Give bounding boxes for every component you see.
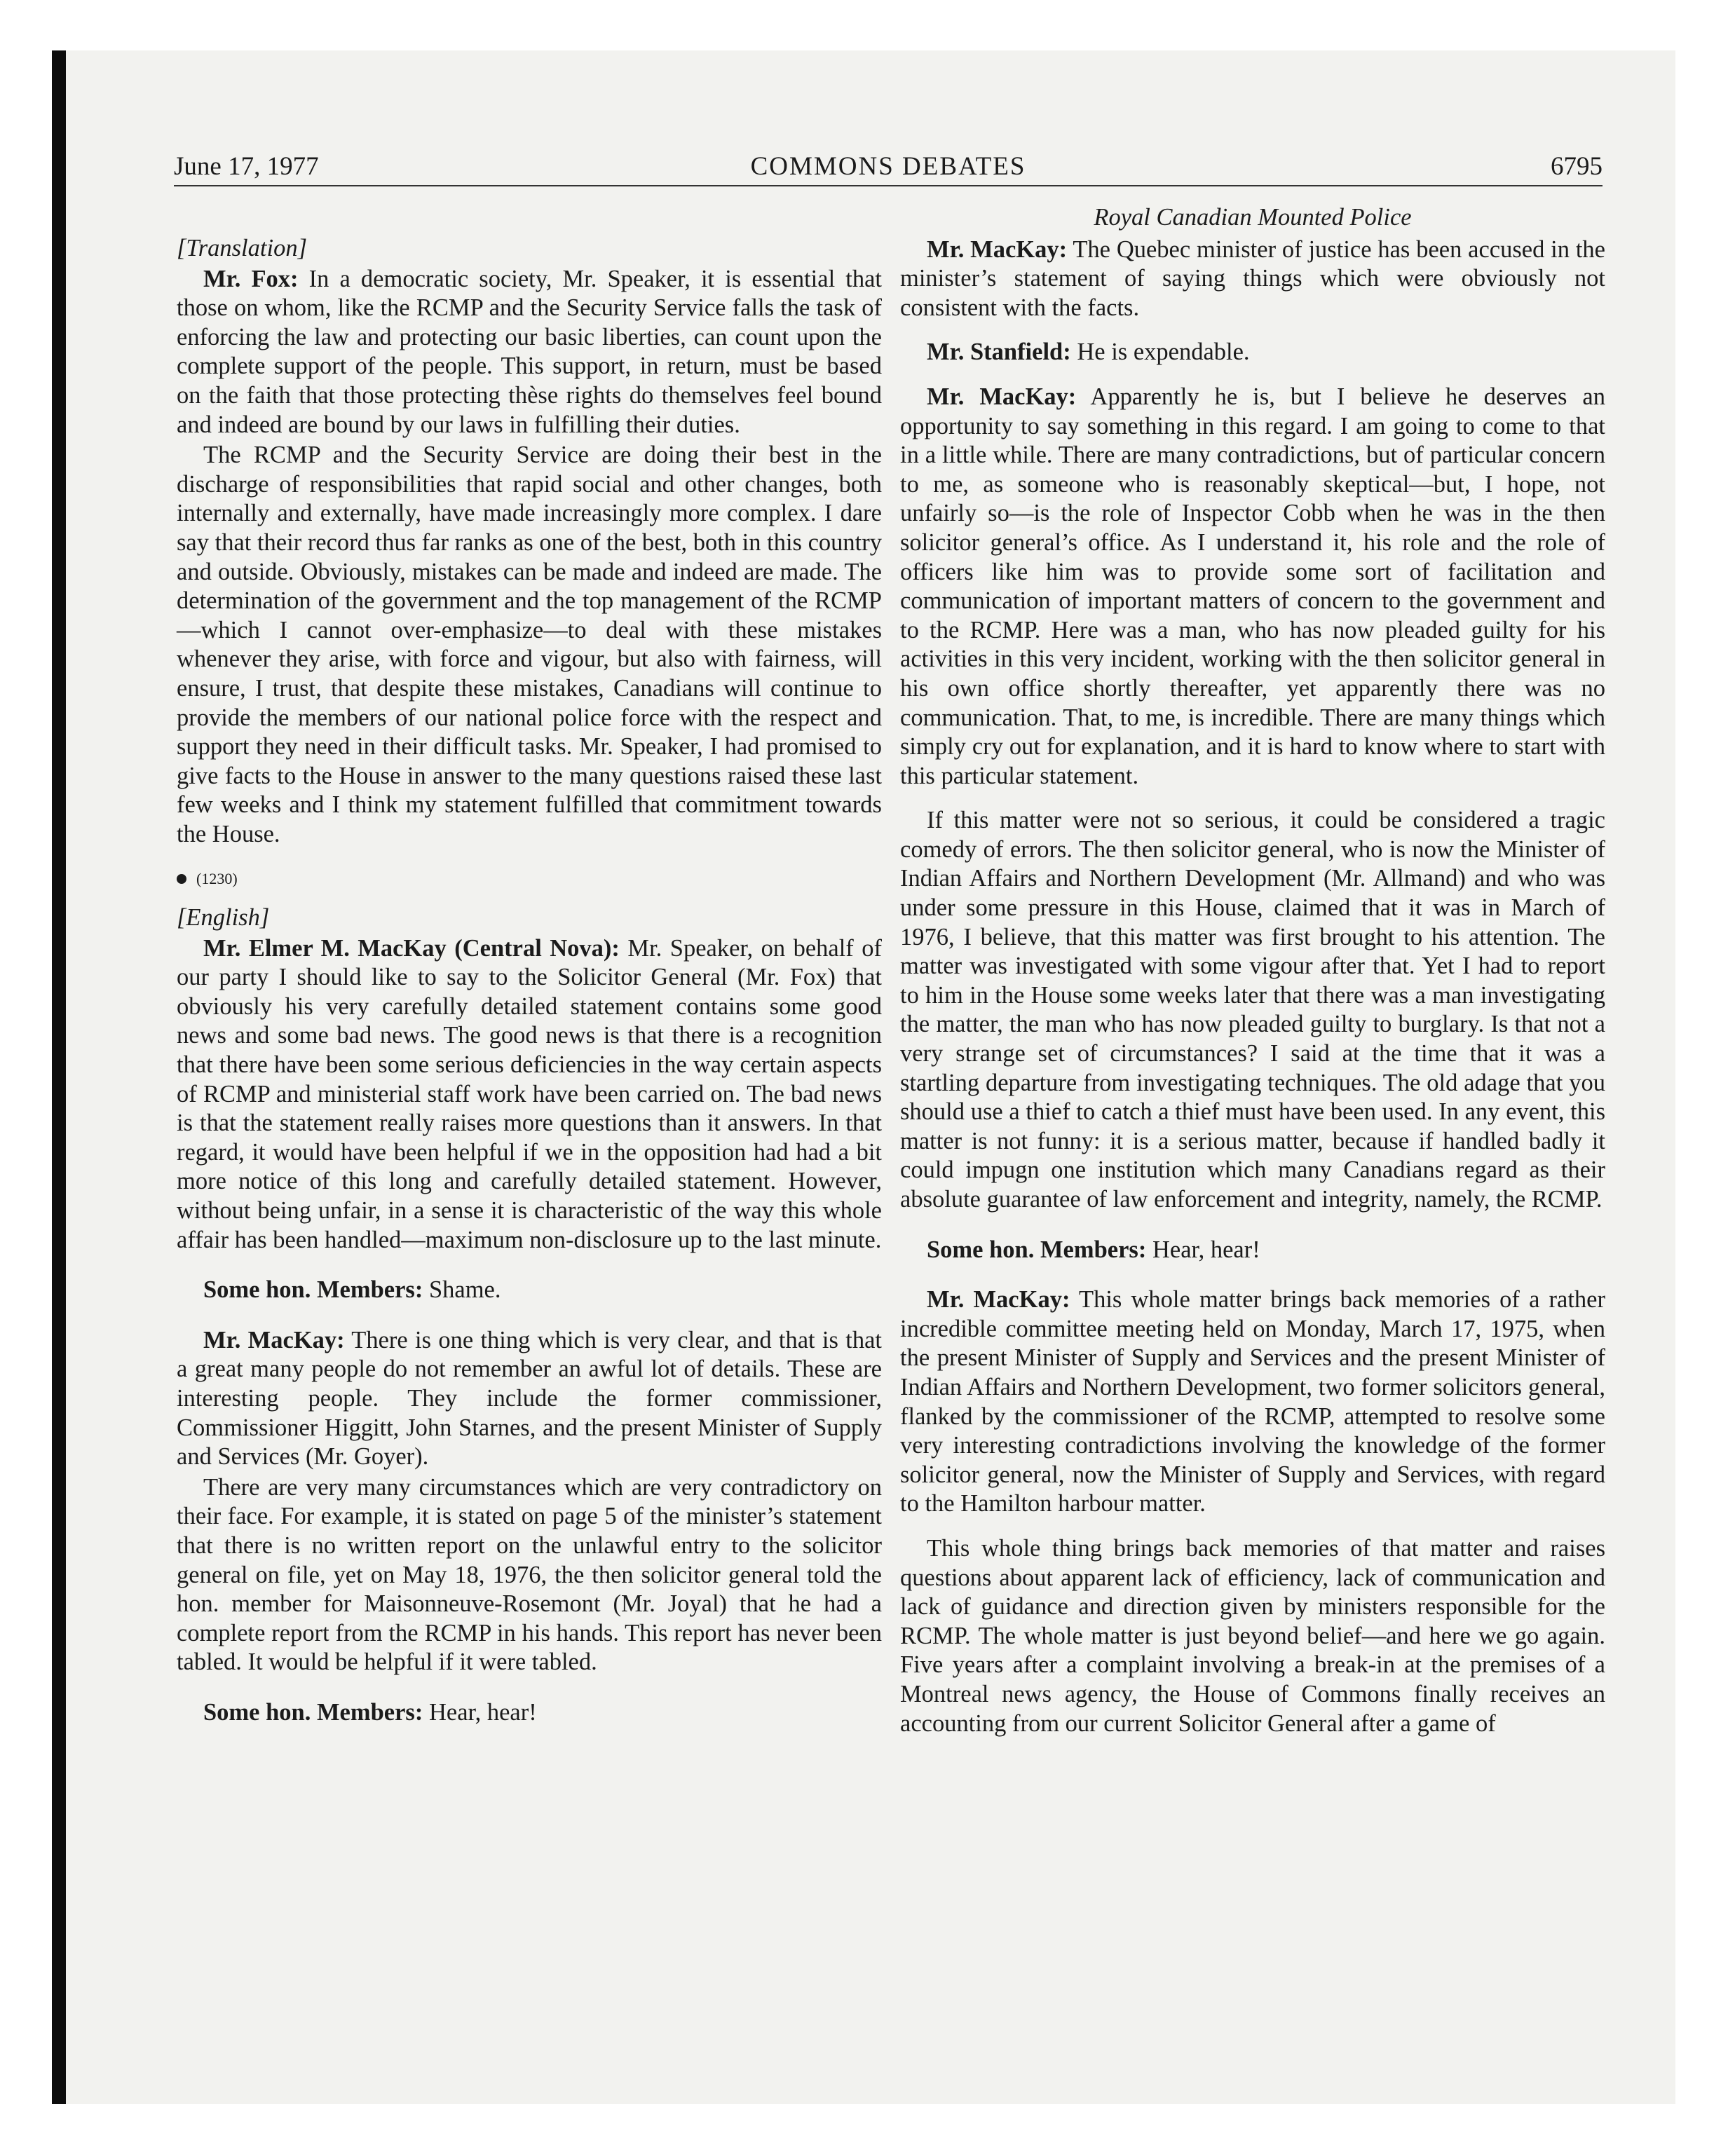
speech-text: There are very many circumstances which are very contradictory on their face. For example, it is stated on page 5 of the minister’s statement that there is no written report on the unlawful entry to the solicitor general on file, yet on May 18, 1976, the then solicitor general told the hon. member for Maisonneuve-Rosemont (Mr. Joyal) that he had a complete report from the RCMP in his hands. This report has never been tabled. It would be helpful if it were tabled. — [177, 1473, 882, 1676]
speaker-name: Some hon. Members: — [203, 1698, 423, 1726]
speaker-name: Mr. Fox: — [203, 265, 299, 292]
paragraph — [900, 806, 1605, 1214]
speech-text: In a democratic society, Mr. Speaker, it is essential that those on whom, like the RCMP and the Security Service falls the task of enforcing the law and protecting our basic liberties, can count upon the complete support of the people. This support, in return, must be based on the faith that those protecting thèse rights do themselves feel bound and indeed are bound by our laws in fulfilling their duties. — [177, 265, 883, 438]
speech-text: Hear, hear! — [428, 1698, 537, 1726]
speech-text: If this matter were not so serious, it could be considered a tragic comedy of errors. The then solicitor general, who is now the Minister of Indian Affairs and Northern Development (Mr. Allmand) and who was under some pressure in this House, claimed that it was in March of 1976, I believe, that this matter was first brought to his attention. The matter was investigated with some vigour after that. Yet I had to report to him in the House some weeks later that there was a man investigating the matter, the man who has now pleaded guilty to burglary. Is that not a very strange set of circumstances? I said at the time that it was a startling departure from investigating techniques. The old adage that you should use a thief to catch a thief must have been used. In any event, this matter is not funny: it is a serious matter, because if handled badly it could impugn one institution which many Canadians regard as their absolute guarantee of law enforcement and integrity, namely, the RCMP. — [900, 807, 1605, 1213]
header-title: COMMONS DEBATES — [750, 152, 1026, 181]
paragraph — [900, 383, 1605, 791]
speaker-name: Mr. MacKay: — [927, 236, 1068, 263]
speech-text: The RCMP and the Security Service are doing their best in the discharge of responsibilities that rapid social and other changes, both internally and externally, have made increasingly more complex. I dare say that their record thus far ranks as one of the best, both in this country and outside. Obviously, mistakes can be made and indeed are made. The determination of the government and the top management of the RCMP—which I cannot over-emphasize—to deal with these mistakes whenever they arise, with force and vigour, but also with fairness, will ensure, I trust, that despite these mistakes, Canadians will continue to provide the members of our national police force with the respect and support they need in their difficult tasks. Mr. Speaker, I had promised to give facts to the House in answer to the many questions raised these last few weeks and I think my statement fulfilled that commitment towards the House. — [177, 442, 882, 847]
speech-text: Hear, hear! — [1152, 1236, 1260, 1263]
section-heading: Royal Canadian Mounted Police — [1094, 204, 1412, 231]
left-column — [177, 203, 882, 1728]
paragraph — [177, 1326, 882, 1472]
speaker-name: Mr. MacKay: — [927, 1286, 1070, 1314]
speaker-name: Mr. Elmer M. MacKay (Central Nova): — [203, 934, 620, 962]
speaker-name: Some hon. Members: — [927, 1236, 1147, 1263]
speech-text: There is one thing which is very clear, and that is that a great many people do not remember an awful lot of details. These are interesting people. They include the former commissioner, Commissioner Higgitt, John Starnes, and the present Minister of Supply and Services (Mr. Goyer). — [177, 1326, 882, 1471]
speech-text: Mr. Speaker, on behalf of our party I should like to say to the Solicitor General (Mr. Fox) that obviously his very carefully detailed statement contains some good news and some bad news. The good news is that there is a recognition that there have been some serious deficiencies in the way certain aspects of RCMP and ministerial staff work have been carried on. The bad news is that the statement really raises more questions than it answers. In that regard, it would have been helpful if we in the opposition had had a bit more notice of this long and carefully detailed statement. However, without being unfair, in a sense it is characteristic of the way this whole affair has been handled—maximum non-disclosure up to the last minute. — [177, 934, 882, 1253]
bullet-icon — [177, 874, 186, 884]
speech-text: He is expendable. — [1077, 339, 1250, 366]
paragraph — [177, 1276, 882, 1305]
speech-text: The Quebec minister of justice has been accused in the minister’s statement of saying things which were obviously not consistent with the facts. — [900, 236, 1605, 321]
paragraph — [177, 1473, 882, 1677]
paragraph — [900, 1285, 1605, 1519]
speech-text: Apparently he is, but I believe he deserves an opportunity to say something in this regard. I am going to come to that in a little while. There are many contradictions, but of particular concern to me, as someone who is reasonably skeptical—but, I hope, not unfairly so—is the role of Inspector Cobb when he was in the then solicitor general’s office. As I understand it, his role and the role of officers like him was to provide some sort of facilitation and communication of important matters of concern to the government and to the RCMP. Here was a man, who has now pleaded guilty for his activities in this very incident, working with the then solicitor general in his own office shortly thereafter, yet apparently there was no communication. That, to me, is incredible. There are many things which simply cry out for explanation, and it is hard to know where to start with this particular statement. — [900, 383, 1605, 789]
speech-text: Shame. — [428, 1276, 501, 1304]
speaker-name: Mr. MacKay: — [203, 1326, 345, 1353]
paragraph — [900, 1534, 1605, 1738]
paragraph — [177, 1698, 882, 1728]
speaker-name: Mr. Stanfield: — [927, 339, 1071, 366]
time-marker-text: (1230) — [196, 870, 238, 888]
speech-text: This whole thing brings back memories of that matter and raises questions about apparent lack of efficiency, lack of communication and lack of guidance and direction given by ministers responsible for the RCMP. The whole matter is just beyond belief—and here we go again. Five years after a complaint involving a break-in at the premises of a Montreal news agency, the House of Commons finally receives an accounting from our current Solicitor General after a game of — [900, 1534, 1605, 1737]
paragraph — [177, 934, 882, 1255]
header-date: June 17, 1977 — [174, 152, 319, 181]
running-header — [174, 151, 1603, 186]
speaker-name: Some hon. Members: — [203, 1276, 423, 1304]
speaker-name: Mr. MacKay: — [927, 383, 1077, 410]
paragraph — [900, 338, 1605, 367]
speech-text: This whole matter brings back memories of a rather incredible committee meeting held on Monday, March 17, 1975, when the present Minister of Supply and Services and the present Minister of Indian Affairs and Northern Development, two former solicitors general, flanked by the commissioner of the RCMP, attempted to resolve some very interesting contradictions involving the knowledge of the former solicitor general, now the Minister of Supply and Services, with regard to the Hamilton harbour matter. — [900, 1286, 1605, 1517]
time-marker — [177, 864, 882, 894]
translation-label: [Translation] — [177, 235, 307, 261]
paragraph — [900, 1236, 1605, 1265]
paragraph — [177, 441, 882, 849]
page-number: 6795 — [1551, 152, 1603, 181]
scan-edge — [52, 50, 66, 2104]
paragraph — [177, 265, 882, 440]
right-column — [900, 203, 1605, 1738]
english-label: [English] — [177, 904, 270, 932]
paragraph — [900, 236, 1605, 323]
